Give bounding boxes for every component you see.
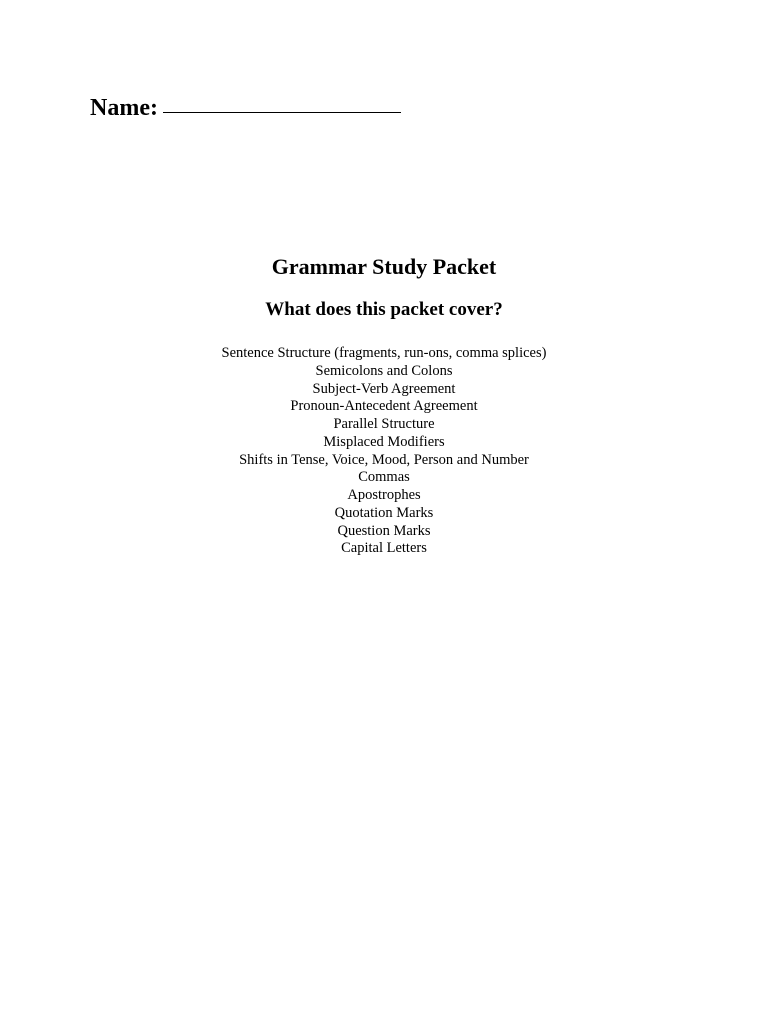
topic-item: Misplaced Modifiers <box>323 433 445 450</box>
name-blank-line[interactable] <box>163 88 401 113</box>
document-title: Grammar Study Packet <box>271 254 497 279</box>
topic-item: Parallel Structure <box>333 416 435 432</box>
topic-item: Question Marks <box>337 522 431 539</box>
topic-item: Shifts in Tense, Voice, Mood, Person and Number <box>239 451 529 468</box>
topic-item: Capital Letters <box>341 540 427 557</box>
name-field-row <box>90 90 401 124</box>
topic-item: Quotation Marks <box>334 504 434 521</box>
document-subtitle: What does this packet cover? <box>265 299 503 320</box>
topic-item: Apostrophes <box>347 487 421 503</box>
topic-item: Semicolons and Colons <box>315 362 453 379</box>
topic-item: Subject-Verb Agreement <box>312 380 456 397</box>
topic-item: Sentence Structure (fragments, run-ons, comma splices) <box>221 345 547 361</box>
topic-item: Pronoun-Antecedent Agreement <box>290 398 478 415</box>
topics-list <box>0 345 768 558</box>
name-label: Name: <box>90 95 158 121</box>
topic-item: Commas <box>358 469 410 486</box>
